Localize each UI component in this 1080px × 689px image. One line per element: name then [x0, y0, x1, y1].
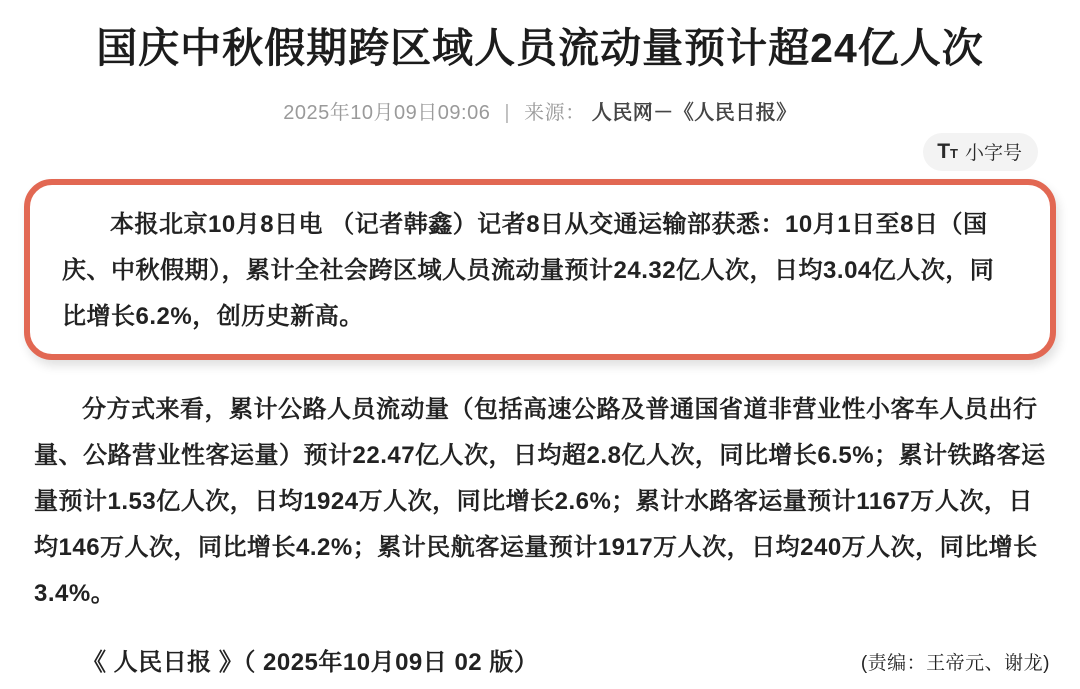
editors-credit: (责编：王帝元、谢龙)	[860, 653, 1050, 674]
font-size-control[interactable]	[923, 133, 1038, 171]
article-tools	[0, 133, 1080, 171]
font-size-label: 小字号	[964, 142, 1022, 164]
font-size-icon-large: T	[937, 139, 951, 163]
body-paragraph: 分方式来看，累计公路人员流动量（包括高速公路及普通国省道非营业性小客车人员出行量、公路营业性客运量）预计22.47亿人次，日均超2.8亿人次，同比增长6.5%；累计铁路客运量预计1.53亿人次，日均1924万人次，同比增长2.6%；累计水路客运量预计1167万人次，日均146万人次，同比增长4.2%；累计民航客运量预计1917万人次，日均240万人次，同比增长3.4%。	[34, 395, 1046, 607]
source-label: 来源：	[524, 101, 586, 124]
font-size-icon	[937, 141, 958, 162]
article-meta	[0, 96, 1080, 125]
source-link[interactable]: 人民网－《人民日报》	[591, 101, 797, 124]
meta-separator: |	[504, 101, 511, 124]
highlight-box	[24, 179, 1056, 360]
newspaper-citation: 《 人民日报 》（ 2025年10月09日 02 版）	[82, 648, 539, 676]
font-size-icon-small: T	[950, 145, 958, 161]
article-page	[0, 18, 1080, 689]
publish-datetime: 2025年10月09日09:06	[283, 101, 491, 124]
article-title: 国庆中秋假期跨区域人员流动量预计超24亿人次	[96, 25, 984, 71]
highlighted-paragraph: 本报北京10月8日电 （记者韩鑫）记者8日从交通运输部获悉：10月1日至8日（国庆、中秋假期），累计全社会跨区域人员流动量预计24.32亿人次，日均3.04亿人次，同比增长6.2%，创历史新高。	[62, 210, 995, 330]
